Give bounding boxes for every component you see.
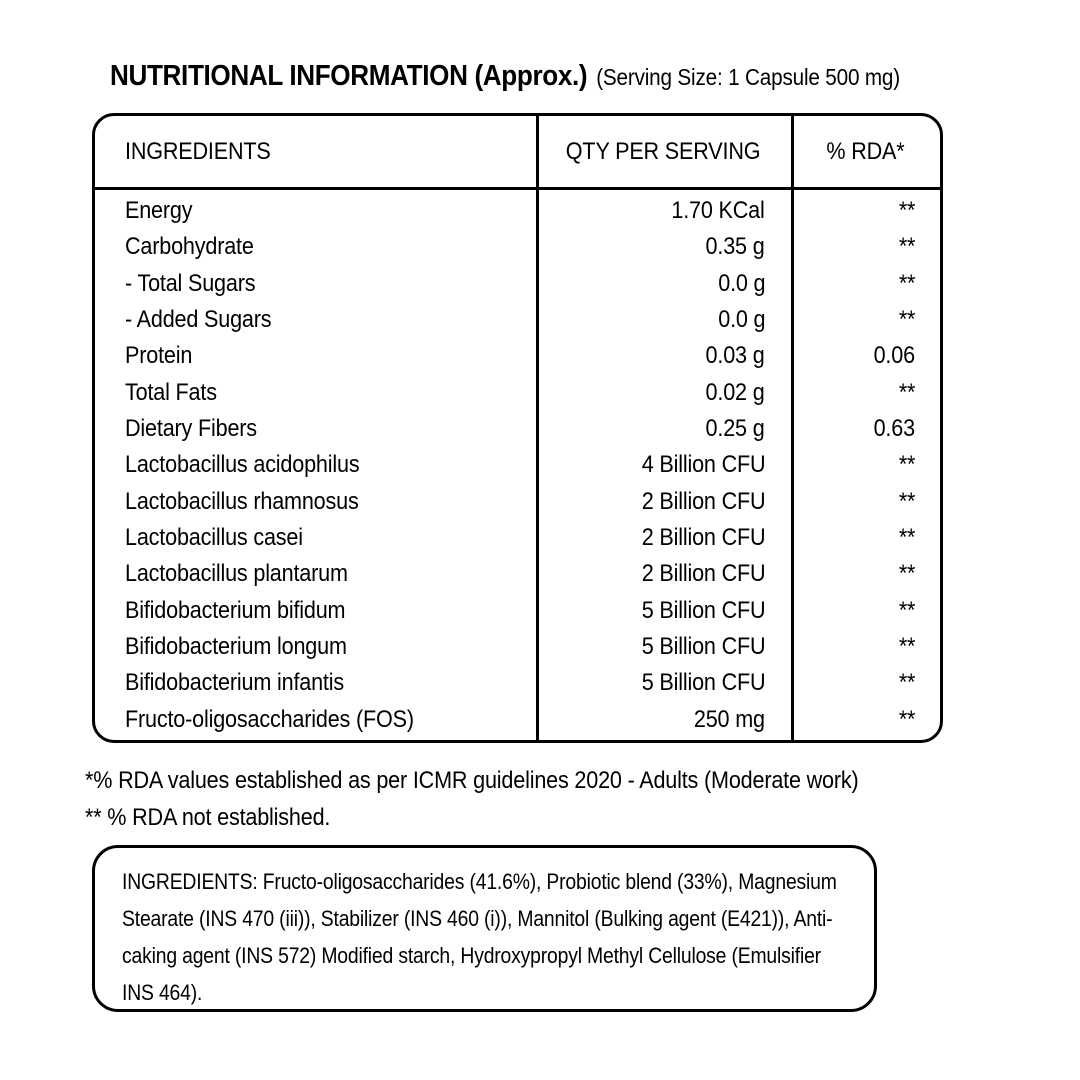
cell-ingredient: Lactobacillus rhamnosus: [125, 487, 359, 515]
cell-rda: **: [898, 269, 915, 297]
cell-ingredient: Bifidobacterium longum: [125, 633, 347, 661]
table-row: [95, 520, 940, 556]
cell-rda: 0.63: [873, 415, 915, 443]
cell-rda: **: [898, 669, 915, 697]
title-main: NUTRITIONAL INFORMATION (Approx.): [110, 60, 588, 92]
cell-rda: **: [898, 306, 915, 334]
cell-qty: 5 Billion CFU: [641, 669, 765, 697]
cell-ingredient: Bifidobacterium bifidum: [125, 596, 346, 624]
cell-ingredient: Energy: [125, 197, 193, 225]
table-row: [95, 447, 940, 483]
table-row: [95, 629, 940, 665]
cell-ingredient: Total Fats: [125, 378, 217, 406]
header-qty-per-serving: QTY PER SERVING: [566, 137, 761, 165]
table-body: [95, 193, 940, 738]
cell-ingredient: - Total Sugars: [125, 269, 256, 297]
table-row: [95, 665, 940, 701]
footnote-rda-established: *% RDA values established as per ICMR guidelines 2020 - Adults (Moderate work): [85, 767, 859, 794]
cell-rda: **: [898, 451, 915, 479]
cell-ingredient: Lactobacillus plantarum: [125, 560, 348, 588]
cell-rda: **: [898, 705, 915, 733]
nutrition-table: [92, 113, 943, 743]
footnotes: [85, 762, 994, 836]
cell-qty: 0.0 g: [717, 306, 765, 334]
cell-qty: 0.03 g: [706, 342, 765, 370]
cell-qty: 5 Billion CFU: [641, 633, 765, 661]
cell-qty: 2 Billion CFU: [641, 487, 765, 515]
cell-ingredient: Lactobacillus casei: [125, 524, 303, 552]
page-title: [110, 60, 900, 93]
table-row: [95, 702, 940, 738]
table-row: [95, 266, 940, 302]
cell-rda: **: [898, 378, 915, 406]
table-row: [95, 593, 940, 629]
table-header-row: [95, 116, 940, 190]
cell-ingredient: Dietary Fibers: [125, 415, 257, 443]
cell-qty: 2 Billion CFU: [641, 560, 765, 588]
cell-rda: **: [898, 633, 915, 661]
cell-qty: 4 Billion CFU: [641, 451, 765, 479]
cell-rda: **: [898, 596, 915, 624]
cell-rda: **: [898, 487, 915, 515]
table-row: [95, 556, 940, 592]
table-row: [95, 375, 940, 411]
ingredients-declaration-box: [92, 845, 877, 1012]
cell-qty: 0.35 g: [706, 233, 765, 261]
cell-ingredient: Fructo-oligosaccharides (FOS): [125, 705, 414, 733]
cell-qty: 250 mg: [694, 705, 765, 733]
cell-rda: **: [898, 233, 915, 261]
cell-rda: **: [898, 524, 915, 552]
cell-qty: 1.70 KCal: [671, 197, 765, 225]
cell-ingredient: Lactobacillus acidophilus: [125, 451, 360, 479]
cell-rda: **: [898, 197, 915, 225]
cell-qty: 5 Billion CFU: [641, 596, 765, 624]
header-ingredients: INGREDIENTS: [125, 137, 271, 165]
cell-qty: 0.25 g: [706, 415, 765, 443]
cell-rda: **: [898, 560, 915, 588]
cell-qty: 2 Billion CFU: [641, 524, 765, 552]
cell-qty: 0.02 g: [706, 378, 765, 406]
table-row: [95, 338, 940, 374]
cell-ingredient: Carbohydrate: [125, 233, 254, 261]
cell-ingredient: Protein: [125, 342, 193, 370]
cell-ingredient: Bifidobacterium infantis: [125, 669, 344, 697]
table-row: [95, 193, 940, 229]
cell-ingredient: - Added Sugars: [125, 306, 272, 334]
table-row: [95, 484, 940, 520]
table-row: [95, 229, 940, 265]
footnote-rda-not-established: ** % RDA not established.: [85, 804, 331, 831]
cell-rda: 0.06: [873, 342, 915, 370]
cell-qty: 0.0 g: [717, 269, 765, 297]
ingredients-declaration-text: INGREDIENTS: Fructo-oligosaccharides (41.6%), Probiotic blend (33%), Magnesium Stearate (INS 470 (iii)), Stabilizer (INS 460 (i)), Mannitol (Bulking agent (E421)), Anti-caking agent (INS 572) Modified starch, Hydroxypropyl Methyl Cellulose (Emulsifier INS 464).: [122, 869, 837, 1005]
serving-size-label: (Serving Size: 1 Capsule 500 mg): [596, 64, 900, 90]
header-rda: % RDA*: [826, 137, 905, 165]
table-row: [95, 302, 940, 338]
table-row: [95, 411, 940, 447]
